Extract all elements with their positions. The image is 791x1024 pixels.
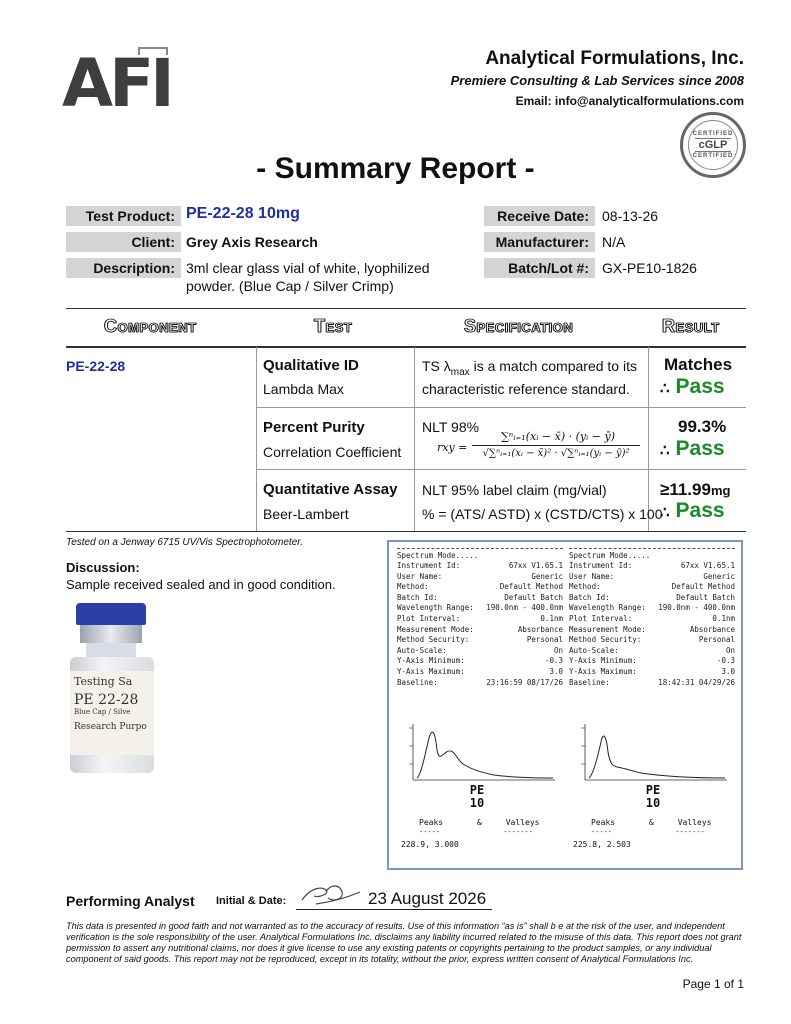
spectrum-param-key: Method Security:	[569, 635, 642, 645]
spectrum-param-value: Default Method	[499, 582, 563, 592]
spectrum-param-key: Plot Interval:	[397, 613, 461, 623]
spectrum-param-row	[569, 593, 735, 604]
vial-cap	[76, 603, 146, 625]
graph2-sample-label: PE 10	[645, 783, 661, 810]
spectrum-param-key: Method Security:	[397, 635, 470, 645]
company-email: Email: info@analyticalformulations.com	[515, 94, 744, 108]
company-tagline: Premiere Consulting & Lab Services since 2008	[450, 73, 744, 88]
discussion-label: Discussion:	[66, 560, 140, 575]
spectrum-param-value: -0.3	[544, 656, 563, 666]
spectrum-param-row	[569, 656, 735, 667]
formula-fraction-bar	[472, 445, 640, 446]
spectrum-param-key: Measurement Mode:	[397, 624, 474, 634]
row2-test: Percent Purity	[263, 419, 365, 436]
spectrum-param-row	[569, 646, 735, 657]
spectrum-param-row	[397, 582, 563, 593]
spectrum-param-row	[569, 667, 735, 678]
spectrum-param-key: Y-Axis Maximum:	[397, 666, 465, 676]
spectrum-panel-2	[569, 548, 735, 688]
description-label: Description:	[66, 258, 181, 278]
vial-body	[70, 657, 154, 773]
sample-vial-photo	[64, 603, 156, 775]
component-name: PE-22-28	[66, 358, 126, 374]
vial-neck	[86, 643, 136, 657]
analyst-date: 23 August 2026	[368, 889, 487, 908]
vial-label-line-4: Research Purpo	[74, 722, 147, 732]
logo-text: AFI	[62, 45, 171, 122]
receive-date-value: 08-13-26	[602, 208, 659, 224]
spectrum-param-value: Generic	[703, 571, 735, 581]
row3-spec-line2: % = (ATS/ ASTD) x (CSTD/CTS) x 100	[422, 506, 663, 522]
spectrum-param-value: Default Batch	[504, 592, 563, 602]
row1-method: Lambda Max	[263, 381, 344, 397]
row2-verdict: ∴ Pass	[660, 437, 725, 460]
row1-spec-line2: characteristic reference standard.	[422, 381, 630, 397]
spectrum-param-key: Instrument Id:	[569, 561, 633, 570]
spectrum-param-row	[397, 593, 563, 604]
spectrum-param-row	[569, 561, 735, 572]
spectrum-param-value: -0.3	[716, 656, 735, 666]
disclaimer-text: This data is presented in good faith and not warranted as to the accuracy of results. Use of this information “as is” shall b e at the risk of the user, and independent verification is the sole responsibility of the user. Analytical Formulations Inc. disclaims any liability incurred related to the misuse of this data. This report does not grant permission to assert any nutritional claims, nor does it give license to use any existing patents or copyrights pertaining to the product samples, or any individual component of said goods. This report may not be reproduced, except in its totality, without the prior, express written consent of Analytical Formulations Inc.	[66, 921, 742, 964]
analyst-signature	[296, 880, 366, 910]
spectrum-param-value: 3.0	[721, 666, 735, 676]
graph1-sample-label: PE 10	[469, 783, 485, 810]
panel2-peak-values: 225.8, 2.503	[573, 840, 631, 849]
spectrum-param-key: Baseline:	[569, 677, 610, 687]
row2-result: 99.3%	[678, 417, 727, 436]
spectrum-param-value: 0.1nm	[540, 613, 563, 623]
spectrum-param-value: 0.1nm	[712, 613, 735, 623]
spectrum-param-row	[569, 614, 735, 625]
spectrum-param-key: Y-Axis Minimum:	[397, 656, 465, 666]
formula-numerator: ∑ⁿᵢ₌₁(xᵢ − x̄) · (yᵢ − ȳ)	[500, 430, 616, 443]
spectrum-param-row	[397, 656, 563, 667]
spectrum-param-value: 190.0nm - 400.0nm	[658, 603, 735, 613]
spectrum-param-row	[569, 635, 735, 646]
manufacturer-label: Manufacturer:	[484, 232, 595, 252]
header-specification: Specification	[464, 316, 574, 336]
seal-middle-text: cGLP	[695, 138, 732, 152]
vial-crimp	[80, 625, 142, 643]
spectrum-param-value: 67xx V1.65.1	[508, 561, 563, 570]
row3-result: ≥11.99mg	[660, 480, 731, 499]
spectrum-param-key: Auto-Scale:	[569, 645, 619, 655]
formula-denominator: √∑ⁿᵢ₌₁(xᵢ − x̄)² · √∑ⁿᵢ₌₁(yᵢ − ȳ)²	[482, 448, 630, 459]
row1-test: Qualitative ID	[263, 357, 359, 374]
spectrum-param-key: Batch Id:	[569, 592, 610, 602]
discussion-text: Sample received sealed and in good condition.	[66, 577, 336, 592]
spectrum-param-key: Plot Interval:	[569, 613, 633, 623]
signature-line	[296, 909, 492, 910]
panel1-rule	[397, 548, 563, 549]
spectrum-param-key: Batch Id:	[397, 592, 438, 602]
spectrum-graph-1	[399, 720, 559, 790]
spectrum-param-key: Auto-Scale:	[397, 645, 447, 655]
description-line-2: powder. (Blue Cap / Silver Crimp)	[186, 278, 394, 294]
spectrum-param-value: Absorbance	[689, 624, 735, 634]
spectrum-param-key: Wavelength Range:	[397, 603, 474, 613]
table-header-rule	[66, 346, 746, 348]
spectrum-param-key: Wavelength Range:	[569, 603, 646, 613]
row1-result: Matches	[664, 355, 733, 374]
spectrum-param-value: 67xx V1.65.1	[680, 561, 735, 570]
spectrum-param-value: Default Method	[671, 582, 735, 592]
header-test: Test	[314, 316, 353, 336]
spectrum-param-key: Measurement Mode:	[569, 624, 646, 634]
table-divider-1	[256, 347, 257, 531]
instrument-note: Tested on a Jenway 6715 UV/Vis Spectrophotometer.	[66, 537, 303, 548]
spectrum-param-row	[397, 561, 563, 572]
test-product-label: Test Product:	[66, 206, 181, 226]
formula-lhs: rxy =	[437, 441, 468, 454]
client-value: Grey Axis Research	[186, 234, 318, 250]
vial-label-line-2: PE 22-28	[74, 692, 139, 708]
spectrum-param-row	[397, 635, 563, 646]
spectrum-param-key: Y-Axis Minimum:	[569, 656, 637, 666]
vial-label-line-3: Blue Cap / Silve	[74, 708, 131, 716]
table-top-rule	[66, 308, 746, 309]
spectrum-param-key: Baseline:	[397, 677, 438, 687]
spectrum-printout	[387, 540, 743, 870]
panel2-peaks-dashes: ----- -------	[591, 828, 705, 836]
batch-lot-label: Batch/Lot #:	[484, 258, 595, 278]
spectrum-panel-1	[397, 548, 563, 688]
spectrum-param-row	[569, 582, 735, 593]
initial-date-label: Initial & Date:	[216, 895, 287, 907]
row1-verdict: ∴ Pass	[660, 375, 725, 398]
row3-spec-line1: NLT 95% label claim (mg/vial)	[422, 482, 607, 498]
header-result: Result	[662, 316, 720, 336]
seal-bottom-text: CERTIFIED	[692, 153, 734, 159]
row-divider-2	[256, 469, 746, 470]
spectrum-param-key: Y-Axis Maximum:	[569, 666, 637, 676]
spectrum-param-row	[397, 572, 563, 583]
row3-method: Beer-Lambert	[263, 506, 349, 522]
vial-label-line-1: Testing Sa	[74, 675, 133, 688]
batch-lot-value: GX-PE10-1826	[602, 260, 697, 276]
spectrum-param-value: 190.0nm - 400.0nm	[486, 603, 563, 613]
panel2-title: Spectrum Mode.....	[569, 551, 651, 560]
spectrum-param-key: Method:	[569, 582, 601, 592]
row3-test: Quantitative Assay	[263, 481, 398, 498]
row3-verdict: ∴ Pass	[660, 499, 725, 522]
panel1-title: Spectrum Mode.....	[397, 551, 479, 560]
spectrum-graph-2	[571, 720, 731, 790]
header-component: Component	[104, 316, 197, 336]
table-bottom-rule	[66, 531, 746, 532]
panel1-peak-values: 228.9, 3.000	[401, 840, 459, 849]
spectrum-param-row	[569, 678, 735, 689]
table-divider-3	[648, 347, 649, 531]
spectrum-param-value: 3.0	[549, 666, 563, 676]
company-logo	[62, 44, 187, 124]
spectrum-param-key: Instrument Id:	[397, 561, 461, 570]
seal-top-text: CERTIFIED	[692, 131, 734, 137]
spectrum-param-row	[569, 572, 735, 583]
spectrum-param-value: On	[553, 645, 563, 655]
page-number: Page 1 of 1	[682, 977, 744, 991]
manufacturer-value: N/A	[602, 234, 626, 250]
spectrum-param-value: Personal	[698, 635, 735, 645]
spectrum-param-key: User Name:	[397, 571, 443, 581]
report-title: - Summary Report -	[256, 152, 535, 185]
spectrum-param-key: User Name:	[569, 571, 615, 581]
spectrum-param-row	[569, 625, 735, 636]
company-name: Analytical Formulations, Inc.	[485, 48, 744, 69]
spectrum-param-row	[397, 646, 563, 657]
spectrum-param-value: Default Batch	[676, 592, 735, 602]
panel2-peaks-header: Peaks & Valleys	[591, 818, 712, 827]
client-label: Client:	[66, 232, 181, 252]
spectrum-param-row	[397, 678, 563, 689]
spectrum-param-value: Generic	[531, 571, 563, 581]
spectrum-param-row	[569, 603, 735, 614]
spectrum-param-value: On	[725, 645, 735, 655]
row2-method: Correlation Coefficient	[263, 444, 402, 460]
panel1-peaks-header: Peaks & Valleys	[419, 818, 540, 827]
spectrum-param-key: Method:	[397, 582, 429, 592]
performing-analyst-label: Performing Analyst	[66, 893, 195, 909]
receive-date-label: Receive Date:	[484, 206, 595, 226]
spectrum-param-row	[397, 625, 563, 636]
spectrum-param-value: Personal	[526, 635, 563, 645]
test-product-value: PE-22-28 10mg	[186, 205, 300, 222]
spectrum-param-row	[397, 667, 563, 678]
spectrum-param-value: 23:16:59 08/17/26	[486, 677, 563, 687]
spectrum-param-value: Absorbance	[517, 624, 563, 634]
spectrum-param-row	[397, 603, 563, 614]
panel1-peaks-dashes: ----- -------	[419, 828, 533, 836]
row1-spec-line1: TS $\lambda_{max}$ is a match compared to its	[422, 358, 637, 378]
table-divider-2	[414, 347, 415, 531]
row2-spec-line1: NLT 98%	[422, 419, 480, 435]
panel2-rule	[569, 548, 735, 549]
row-divider-1	[256, 407, 746, 408]
vial-label	[70, 671, 154, 755]
spectrum-param-row	[397, 614, 563, 625]
spectrum-param-value: 18:42:31 04/29/26	[658, 677, 735, 687]
description-line-1: 3ml clear glass vial of white, lyophilized	[186, 260, 430, 276]
